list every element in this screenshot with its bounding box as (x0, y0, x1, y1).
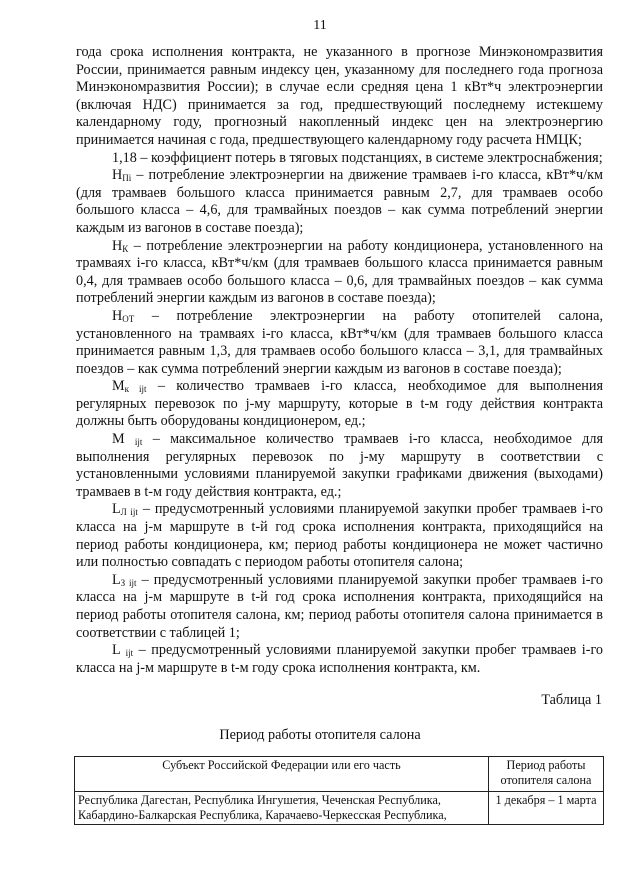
text-run: Н (112, 237, 123, 254)
table-caption: Таблица 1 (541, 692, 602, 708)
subscript: к ijt (124, 384, 147, 395)
text-run: Н (112, 307, 123, 324)
paragraph (76, 431, 603, 501)
body-text (76, 44, 603, 677)
subscript: Л ijt (120, 507, 138, 518)
paragraph (76, 642, 603, 677)
text-run: – количество трамваев i-го класса, необходимое для выполнения регулярных перевозок по j-му маршруту, которые в t-м году действия контракта должны быть оборудованы кондиционером, ед.; (76, 378, 604, 430)
page-number: 11 (313, 18, 327, 33)
text-run: – предусмотренный условиями планируемой закупки пробег трамваев i-го класса на j-м маршруте в t-й год срока исполнения контракта, приходящийся на период работы кондиционера, км; период работы кондиционера не может частично или полностью совпадать с периодом работы отопителя салона; (76, 501, 604, 571)
paragraph (76, 308, 603, 378)
text-run: – предусмотренный условиями планируемой закупки пробег трамваев i-го класса на j-м маршруте в t-м году срока исполнения контракта, км. (76, 642, 604, 676)
subscript: ОТ (122, 313, 135, 324)
text-run: L (112, 501, 121, 518)
text-run: L (112, 642, 126, 659)
cell-subject: Республика Дагестан, Республика Ингушетия, Чеченская Республика, Кабардино-Балкарская Республика, Карачаево-Черкесская Республика, (75, 792, 489, 825)
subscript: З ijt (120, 577, 137, 588)
table-title: Период работы отопителя салона (219, 727, 421, 743)
table-row (75, 792, 604, 825)
paragraph (76, 44, 603, 150)
paragraph (76, 378, 603, 431)
paragraph (76, 238, 603, 308)
text-run: – потребление электроэнергии на работу отопителей салона, установленного на трамваях i-го класса, кВт*ч/км (для трамваев большого класса принимается равным 1,3, для трамваев особо большого класса – 3,1, для трамвайных поездов – как сумма потреблений энергии каждым из вагонов в составе поезда); (76, 307, 603, 377)
table-header-row (75, 757, 604, 792)
heating-period-table (74, 756, 604, 825)
text-run: М (112, 378, 125, 395)
subscript: К (122, 243, 129, 254)
text-run: года срока исполнения контракта, не указанного в прогнозе Минэкономразвития России, принимается равным индексу цен, указанному для последнего года прогноза Минэкономразвития России); в случае если средняя цена 1 кВт*ч электроэнергии (включая НДС) принимается за год, предшествующий последнему истекшему календарному году, прогнозный накопленный индекс цен на электроэнергию принимается начиная с года, предшествующего календарному году расчета НМЦК; (76, 44, 603, 148)
header-period: Период работы отопителя салона (489, 757, 604, 792)
text-run: – потребление электроэнергии на работу кондиционера, установленного на трамваях i-го класса, кВт*ч/км (для трамваев большого класса принимается равным 0,4, для трамваев особо большого класса – 0,6, для трамвайных поездов – как сумма потреблений энергии каждым из вагонов в составе поезда); (76, 237, 603, 307)
text-run: 1,18 – коэффициент потерь в тяговых подстанциях, в системе электроснабжения; (112, 149, 603, 166)
header-subject: Субъект Российской Федерации или его часть (75, 757, 489, 792)
text-run: М (112, 431, 135, 448)
subscript: Пi (122, 173, 132, 184)
text-run: Н (112, 167, 123, 184)
cell-period: 1 декабря – 1 марта (489, 792, 604, 825)
text-run: L (112, 571, 121, 588)
paragraph (76, 572, 603, 642)
subscript: ijt (134, 437, 143, 448)
text-run: – потребление электроэнергии на движение трамваев i-го класса, кВт*ч/км (для трамваев большого класса принимается равным 2,7, для трамваев особо большого класса – 4,6, для трамвайных поездов – как сумма потреблений энергии каждым из вагонов в составе поезда); (76, 167, 603, 236)
text-run: – максимальное количество трамваев i-го класса, необходимое для выполнения регулярных перевозок по j-му маршруту в соответствии с установленными условиями планируемой закупки графиками движения (выходами) трамваев в t-м году действия контракта, ед.; (76, 431, 603, 500)
paragraph (76, 501, 603, 571)
text-run: – предусмотренный условиями планируемой закупки пробег трамваев i-го класса на j-м маршруте в t-й год срока исполнения контракта, приходящийся на период работы отопителя салона, км; период работы отопителя салона принимается в соответствии с таблицей 1; (76, 571, 603, 641)
paragraph (76, 150, 603, 168)
subscript: ijt (125, 648, 134, 659)
paragraph (76, 167, 603, 237)
